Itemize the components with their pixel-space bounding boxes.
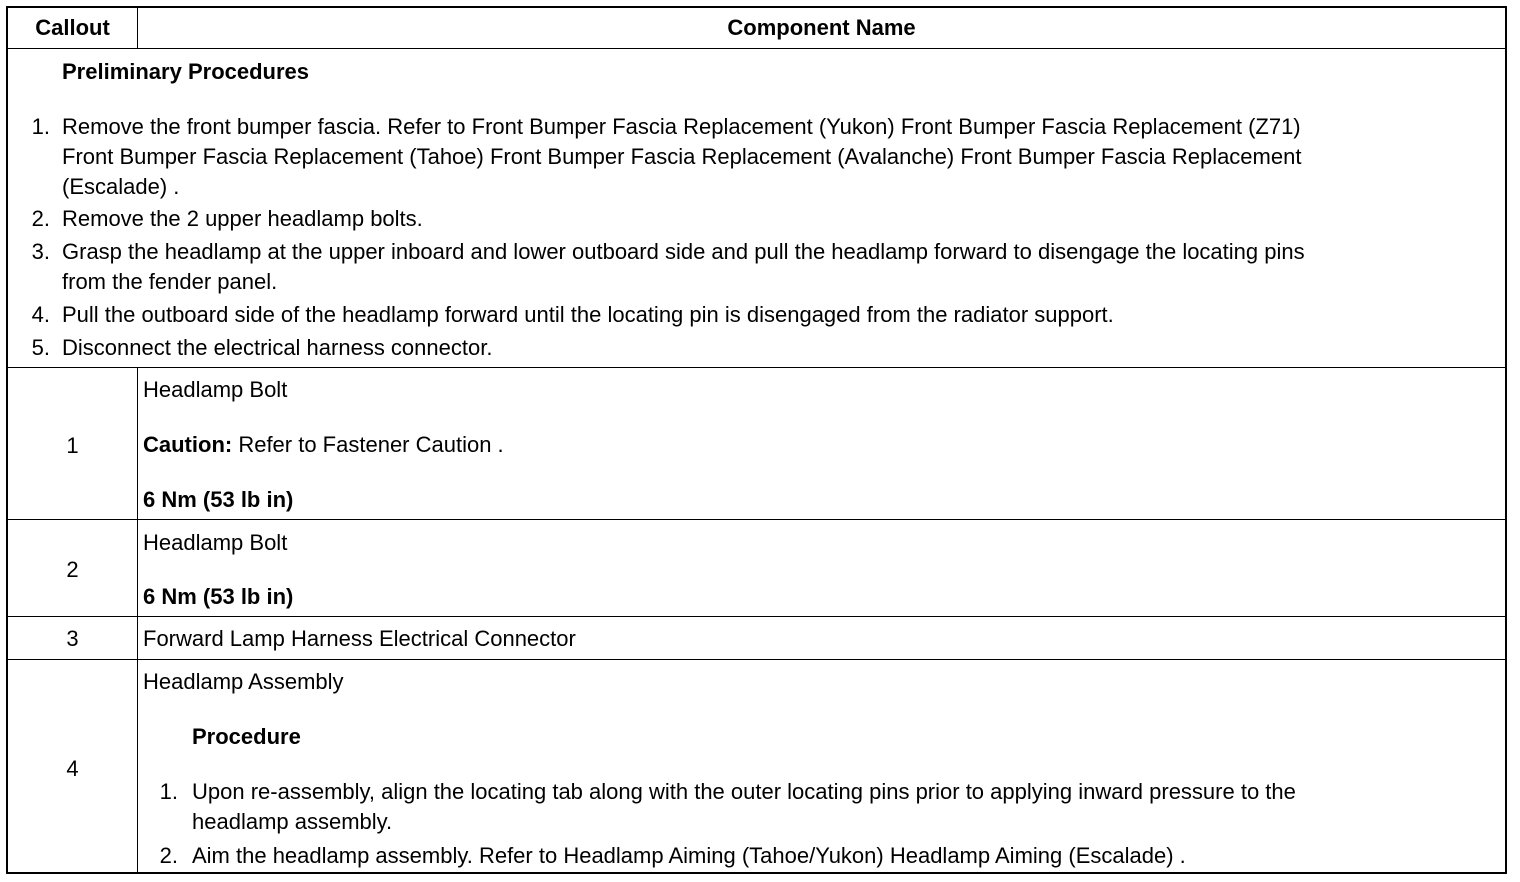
callout-2: 2 [66,557,79,582]
item-4-step-2-line-1: Aim the headlamp assembly. Refer to Headlamp Aiming (Tahoe/Yukon) Headlamp Aiming (Escalade) . [192,843,1186,868]
callout-3: 3 [66,626,79,651]
preliminary-title: Preliminary Procedures [62,59,310,84]
prelim-step-2-num: 2. [31,206,50,231]
item-1-rule [8,519,1505,520]
item-2-name: Headlamp Bolt [143,530,288,555]
callout-divider [137,367,138,872]
item-1-name: Headlamp Bolt [143,377,288,402]
prelim-step-1-line-2: Front Bumper Fascia Replacement (Tahoe) Front Bumper Fascia Replacement (Avalanche) Front Bumper Fascia Replacement [62,144,1302,169]
item-4-step-1-line-1: Upon re-assembly, align the locating tab along with the outer locating pins prior to applying inward pressure to the [192,779,1296,804]
prelim-step-4-line-1: Pull the outboard side of the headlamp forward until the locating pin is disengaged from the radiator support. [62,302,1114,327]
item-3-rule [8,659,1505,660]
item-4-step-1-line-2: headlamp assembly. [192,809,393,834]
item-3-name: Forward Lamp Harness Electrical Connector [143,626,576,651]
item-4-procedure-title: Procedure [192,724,301,749]
prelim-step-1-line-3: (Escalade) . [62,174,180,199]
item-4-step-2-num: 2. [159,843,178,868]
prelim-step-3-line-1: Grasp the headlamp at the upper inboard and lower outboard side and pull the headlamp forward to disengage the locating pins [62,239,1305,264]
prelim-step-2-line-1: Remove the 2 upper headlamp bolts. [62,206,423,231]
callout-4: 4 [66,756,79,781]
header-component-name: Component Name [727,15,916,40]
item-2-rule [8,616,1505,617]
item-4-step-1-num: 1. [159,779,178,804]
header-divider [137,8,138,48]
prelim-step-3-num: 3. [31,239,50,264]
prelim-step-5-line-1: Disconnect the electrical harness connector. [62,335,493,360]
item-1-caution-text: Refer to Fastener Caution . [232,432,504,457]
component-table [6,6,1507,874]
item-1-caution-label: Caution: [143,432,233,457]
header-callout: Callout [35,15,110,40]
prelim-rule [8,367,1505,368]
item-1-caution [143,430,504,460]
prelim-step-5-num: 5. [31,335,50,360]
prelim-step-3-line-2: from the fender panel. [62,269,278,294]
item-1-torque: 6 Nm (53 lb in) [143,487,294,512]
callout-1: 1 [66,433,79,458]
header-rule [8,48,1505,49]
item-2-torque: 6 Nm (53 lb in) [143,584,294,609]
prelim-step-4-num: 4. [31,302,50,327]
prelim-step-1-num: 1. [31,114,50,139]
prelim-step-1-line-1: Remove the front bumper fascia. Refer to Front Bumper Fascia Replacement (Yukon) Front Bumper Fascia Replacement (Z71) [62,114,1301,139]
item-4-name: Headlamp Assembly [143,669,344,694]
